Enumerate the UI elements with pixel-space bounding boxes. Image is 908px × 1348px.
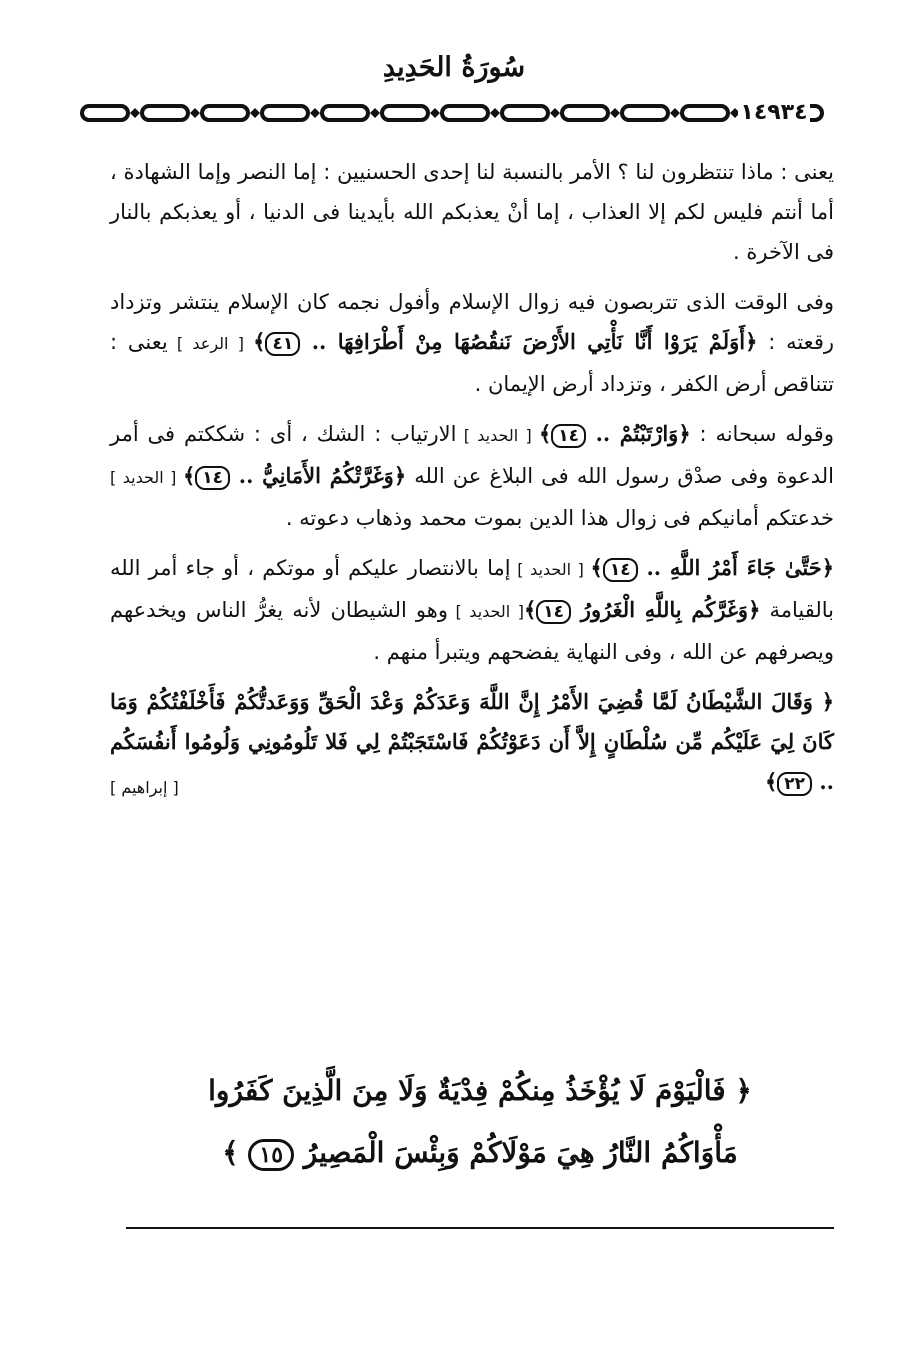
chain-ornament <box>78 90 830 136</box>
verse-text-line-2: مَأْوَاكُمُ النَّارُ هِيَ مَوْلَاكُمْ وَبِئْسَ الْمَصِيرُ <box>303 1136 738 1169</box>
surah-reference: [ الحديد ] <box>448 602 524 621</box>
verse-number: ٤١ <box>265 332 300 356</box>
verse-number: ١٤ <box>195 466 230 490</box>
paragraph <box>110 282 834 404</box>
verse-bracket: ﴿ <box>748 598 761 622</box>
surah-reference: [ الحديد ] <box>510 560 591 579</box>
verse-number: ١٤ <box>551 424 586 448</box>
chain-diamond <box>550 108 560 118</box>
page-number: ١٤٩٣٤ <box>738 90 810 136</box>
paragraph-text: إما بالانتصار عليكم أو موتكم ، أو جاء أمر الله بالقيامة <box>110 556 835 622</box>
paragraph <box>110 682 834 808</box>
verse-bracket: ﴿ <box>678 422 691 446</box>
verse-number: ٢٢ <box>777 772 812 796</box>
header-ornament-band <box>78 90 830 136</box>
quran-quote: حَتَّىٰ جَاءَ أَمْرُ اللَّهِ .. <box>637 555 822 580</box>
chain-link <box>442 106 488 120</box>
footer-rule <box>126 1227 834 1229</box>
quran-quote: وَغَرَّتْكُمُ الأَمَانِيُّ .. <box>230 463 394 488</box>
verse-line-2 <box>180 1122 780 1186</box>
verse-number: ١٤ <box>603 558 638 582</box>
verse-bracket: ﴾ <box>182 464 196 488</box>
chain-diamond <box>430 108 440 118</box>
verse-bracket: ﴾ <box>538 422 552 446</box>
commentary-text <box>110 152 834 808</box>
surah-reference: [ الحديد ] <box>456 426 539 445</box>
verse-bracket: ﴾ <box>590 556 603 580</box>
chain-diamond <box>190 108 200 118</box>
surah-reference: [ الحديد ] <box>110 468 183 487</box>
chain-link <box>622 106 668 120</box>
paragraph <box>110 548 834 672</box>
verse-bracket: ﴿ <box>393 464 407 488</box>
quran-quote: وَغَرَّكُم بِاللَّهِ الْغَرُورُ <box>571 597 749 622</box>
paragraph <box>110 152 834 272</box>
verse-close-bracket: ﴾ <box>222 1136 239 1169</box>
paragraph <box>110 414 834 538</box>
chain-diamond <box>310 108 320 118</box>
paragraph-text: خدعتكم أمانيكم فى زوال هذا الدين بموت محمد وذهاب دعوته . <box>285 506 834 530</box>
surah-reference: [ الرعد ] <box>167 334 254 353</box>
verse-bracket: ﴿ <box>821 690 834 714</box>
chain-link <box>562 106 608 120</box>
chain-diamond <box>130 108 140 118</box>
verse-line-1 <box>180 1060 780 1122</box>
chain-link <box>262 106 308 120</box>
chain-link <box>82 106 128 120</box>
chain-link <box>502 106 548 120</box>
chain-link <box>382 106 428 120</box>
verse-bracket: ﴾ <box>523 598 537 622</box>
verse-number: ١٤ <box>536 600 571 624</box>
quran-verse-block <box>180 1060 780 1186</box>
surah-title: سُورَةُ الحَدِيدِ <box>382 52 526 83</box>
quran-quote: وَقَالَ الشَّيْطَانُ لَمَّا قُضِيَ الأَمْرُ إِنَّ اللَّهَ وَعَدَكُمْ وَعْدَ الْحَقِّ وَوَعَدتُّكُمْ فَأَخْلَفْتُكُمْ وَمَا كَانَ لِيَ عَلَيْكُم مِّن سُلْطَانٍ إِلاَّ أَن دَعَوْتُكُمْ فَاسْتَجَبْتُمْ لِي فَلا تَلُومُونِي وَلُومُوا أَنفُسَكُم .. <box>110 689 834 794</box>
chain-diamond <box>670 108 680 118</box>
chain-link <box>142 106 188 120</box>
chain-diamond <box>490 108 500 118</box>
paragraph-text: يعنى : تتناقص أرض الكفر ، وتزداد أرض الإيمان . <box>110 330 834 396</box>
chain-link <box>682 106 728 120</box>
verse-open-bracket: ﴿ <box>735 1074 752 1107</box>
verse-text-line-1: فَالْيَوْمَ لَا يُؤْخَذُ مِنكُمْ فِدْيَةٌ وَلَا مِنَ الَّذِينَ كَفَرُوا <box>208 1074 726 1107</box>
quran-quote: أَوَلَمْ يَرَوْا أَنَّا نَأْتِي الأَرْضَ نَنقُصُهَا مِنْ أَطْرَافِهَا .. <box>300 329 746 354</box>
chain-diamond <box>370 108 380 118</box>
quran-quote: وَارْتَبْتُمْ .. <box>586 421 679 446</box>
chain-link <box>202 106 248 120</box>
verse-number-badge: ١٥ <box>248 1139 294 1171</box>
chain-diamond <box>250 108 260 118</box>
paragraph-text: يعنى : ماذا تنتظرون لنا ؟ الأمر بالنسبة لنا إحدى الحسنيين : إما النصر وإما الشهادة ، أما أنتم فليس لكم إلا العذاب ، إما أنْ يعذبكم الله بأيدينا فى الدنيا ، أو يعذبكم بالنار فى الآخرة . <box>110 160 834 264</box>
paragraph-text: وفى الوقت الذى تتربصون فيه زوال الإسلام وأفول نجمه كان الإسلام ينتشر وتزداد رقعته : <box>110 290 834 354</box>
paragraph-text: وهو الشيطان لأنه يغرُّ الناس ويخدعهم ويصرفهم عن الله ، وفى النهاية يفضحهم ويتبرأ منهم . <box>110 598 834 664</box>
chain-diamond <box>610 108 620 118</box>
verse-bracket: ﴾ <box>253 330 266 354</box>
verse-bracket: ﴿ <box>745 330 758 354</box>
paragraph-text: الارتياب : الشك ، أى : شككتم فى أمر الدعوة وفى صدْق رسول الله فى البلاغ عن الله <box>110 422 835 488</box>
surah-reference: [ إبراهيم ] <box>110 778 179 797</box>
verse-bracket: ﴿ <box>821 556 834 580</box>
chain-link <box>322 106 368 120</box>
paragraph-text: وقوله سبحانه : <box>690 422 834 446</box>
verse-bracket: ﴾ <box>764 770 778 794</box>
